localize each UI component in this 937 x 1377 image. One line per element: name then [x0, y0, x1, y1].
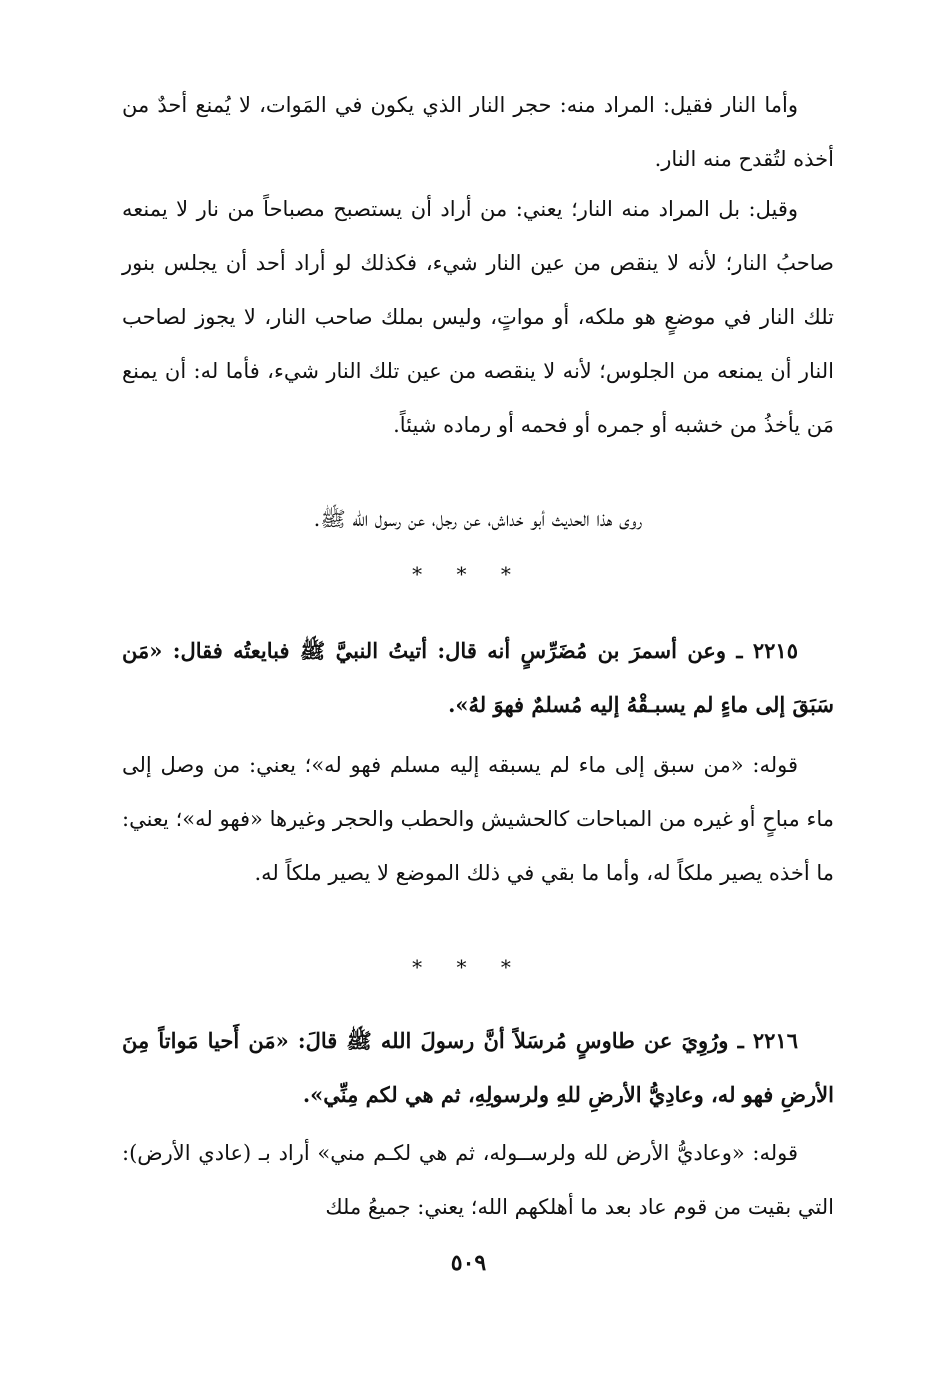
commentary-2215: قوله: «من سبق إلى ماء لم يسبقه إليه مسلم فهو له»؛ يعني: من وصل إلى ماء مباحٍ أو غيره من المباحات كالحشيش والحطب والحجر وغيرها «فهو له»؛ يعني: ما أخذه يصير ملكاً له، وأما ما بقي في ذلك الموضع لا يصير ملكاً له.: [122, 753, 834, 885]
section-separator: * * *: [412, 562, 525, 586]
hadith-2215: ٢٢١٥ ـ وعن أسمرَ بن مُضَرِّسٍ أنه قال: أتيتُ النبيَّ ﷺ فبايعتُه فقال: «مَن سَبَقَ إلى ماءٍ لم يسبـقْهُ إليه مُسلمٌ فهوَ لهُ».: [122, 638, 834, 717]
paragraph-fire-stone: وأما النار فقيل: المراد منه: حجر النار الذي يكون في المَوات، لا يُمنع أحدٌ من أخذه لتُقدح منه النار.: [122, 93, 834, 171]
paragraph-narration: روى هذا الحديث أبو خداش، عن رجل، عن رسول الله ﷺ.: [313, 507, 643, 531]
page-number: ٥٠٩: [450, 1250, 487, 1276]
commentary-2216: قوله: «وعاديُّ الأرض لله ولرســوله، ثم هي لكـم مني» أراد بـ (عادي الأرض): التي بقيت من قوم عاد بعد ما أهلكهم الله؛ يعني: جميعُ ملك: [122, 1141, 834, 1219]
section-separator: * * *: [412, 955, 525, 979]
hadith-2216: ٢٢١٦ ـ ورُوِيَ عن طاوسٍ مُرسَلاً أنَّ رسولَ الله ﷺ قالَ: «مَن أَحيا مَواتاً مِنَ الأرضِ فهو له، وعادِيُّ الأرضِ للهِ ولرسولِهِ، ثم هي لكم مِنِّي».: [122, 1028, 834, 1107]
paragraph-fire-light: وقيل: بل المراد منه النار؛ يعني: من أراد أن يستصبح مصباحاً من نار لا يمنعه صاحبُ النار؛ لأنه لا ينقص من عين النار شيء، فكذلك لو أراد أحد أن يجلس بنور تلك النار في موضعٍ هو ملكه، أو مواتٍ، وليس بملك صاحب النار، لا يجوز لصاحب النار أن يمنعه من الجلوس؛ لأنه لا ينقصه من عين تلك النار شيء، فأما له: أن يمنع مَن يأخذُ من خشبه أو جمره أو فحمه أو رماده شيئاً.: [122, 197, 834, 437]
